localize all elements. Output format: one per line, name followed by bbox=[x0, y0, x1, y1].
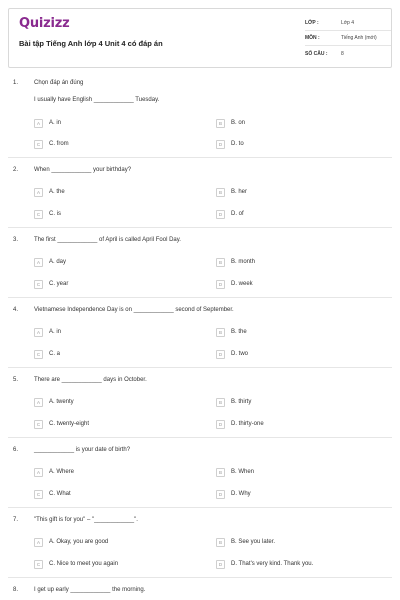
option-letter-box: D bbox=[216, 210, 225, 219]
option-a[interactable] bbox=[34, 327, 61, 337]
option-b[interactable] bbox=[216, 537, 275, 547]
option-c[interactable] bbox=[34, 419, 89, 429]
option-c[interactable] bbox=[34, 139, 69, 149]
question-text: ____________ is your date of birth? bbox=[34, 447, 131, 453]
option-text: B. month bbox=[231, 259, 256, 265]
option-text: A. in bbox=[49, 120, 62, 126]
worksheet-title: Bài tập Tiếng Anh lớp 4 Unit 4 có đáp án bbox=[19, 39, 163, 48]
question-number: 7. bbox=[13, 517, 19, 523]
question-number: 8. bbox=[13, 587, 19, 593]
option-a[interactable] bbox=[34, 397, 74, 407]
question-text: I get up early ____________ the morning. bbox=[34, 587, 146, 593]
question-sentence: I usually have English ____________ Tuesday. bbox=[34, 97, 160, 103]
meta-row-count bbox=[305, 46, 391, 61]
option-text: C. twenty-eight bbox=[49, 421, 90, 427]
option-b[interactable] bbox=[216, 397, 251, 407]
option-text: D. Why bbox=[231, 491, 251, 497]
option-letter-box: D bbox=[216, 490, 225, 499]
option-text: D. That's very kind. Thank you. bbox=[231, 561, 314, 567]
option-text: A. Where bbox=[49, 469, 75, 475]
option-text: C. What bbox=[49, 491, 71, 497]
option-b[interactable] bbox=[216, 118, 245, 128]
option-text: C. year bbox=[49, 281, 69, 287]
option-letter-box: D bbox=[216, 280, 225, 289]
option-text: A. the bbox=[49, 189, 65, 195]
quizizz-logo: Quizizz bbox=[19, 16, 70, 31]
option-letter-box: B bbox=[216, 328, 225, 337]
option-text: D. of bbox=[231, 211, 244, 217]
option-text: B. thirty bbox=[231, 399, 252, 405]
option-d[interactable] bbox=[216, 139, 244, 149]
question-text: Vietnamese Independence Day is on ____________ second of September. bbox=[34, 307, 234, 313]
option-letter-box: C bbox=[34, 210, 43, 219]
option-text: B. on bbox=[231, 120, 246, 126]
option-text: D. two bbox=[231, 351, 249, 357]
option-d[interactable] bbox=[216, 489, 251, 499]
question-divider bbox=[8, 507, 392, 508]
option-d[interactable] bbox=[216, 279, 253, 289]
option-d[interactable] bbox=[216, 349, 248, 359]
option-b[interactable] bbox=[216, 187, 247, 197]
option-c[interactable] bbox=[34, 209, 61, 219]
option-letter-box: A bbox=[34, 328, 43, 337]
option-letter-box: C bbox=[34, 280, 43, 289]
option-letter-box: B bbox=[216, 119, 225, 128]
question-divider bbox=[8, 577, 392, 578]
option-d[interactable] bbox=[216, 419, 264, 429]
option-letter-box: C bbox=[34, 140, 43, 149]
option-text: A. day bbox=[49, 259, 67, 265]
meta-label: MÔN : bbox=[305, 35, 320, 41]
worksheet-header bbox=[8, 8, 392, 68]
option-b[interactable] bbox=[216, 257, 255, 267]
question-number: 4. bbox=[13, 307, 19, 313]
option-c[interactable] bbox=[34, 559, 118, 569]
question-divider bbox=[8, 227, 392, 228]
question-number: 1. bbox=[13, 80, 19, 86]
worksheet-meta bbox=[305, 16, 391, 61]
option-c[interactable] bbox=[34, 279, 68, 289]
option-text: D. week bbox=[231, 281, 253, 287]
option-text: B. her bbox=[231, 189, 248, 195]
option-letter-box: A bbox=[34, 398, 43, 407]
meta-row-class bbox=[305, 16, 391, 31]
question-number: 2. bbox=[13, 167, 19, 173]
question-text: "This gift is for you" – "____________". bbox=[34, 517, 138, 523]
meta-value: 8 bbox=[341, 50, 344, 57]
option-letter-box: C bbox=[34, 420, 43, 429]
option-letter-box: D bbox=[216, 140, 225, 149]
option-b[interactable] bbox=[216, 327, 247, 337]
meta-value: Tiếng Anh (mới) bbox=[341, 35, 377, 41]
option-letter-box: C bbox=[34, 350, 43, 359]
option-text: A. twenty bbox=[49, 399, 74, 405]
option-letter-box: B bbox=[216, 258, 225, 267]
question-number: 3. bbox=[13, 237, 19, 243]
option-text: A. in bbox=[49, 329, 62, 335]
option-text: D. thirty-one bbox=[231, 421, 264, 427]
option-letter-box: A bbox=[34, 188, 43, 197]
option-text: B. When bbox=[231, 469, 255, 475]
option-letter-box: A bbox=[34, 258, 43, 267]
option-text: D. to bbox=[231, 141, 244, 147]
option-letter-box: C bbox=[34, 560, 43, 569]
question-text: When ____________ your birthday? bbox=[34, 167, 132, 173]
question-number: 6. bbox=[13, 447, 19, 453]
meta-label: SỐ CÂU : bbox=[305, 50, 328, 57]
option-letter-box: D bbox=[216, 420, 225, 429]
option-a[interactable] bbox=[34, 187, 65, 197]
option-letter-box: A bbox=[34, 468, 43, 477]
question-number: 5. bbox=[13, 377, 19, 383]
meta-label: LỚP : bbox=[305, 20, 319, 26]
option-c[interactable] bbox=[34, 349, 60, 359]
question-divider bbox=[8, 297, 392, 298]
option-b[interactable] bbox=[216, 467, 254, 477]
question-divider bbox=[8, 367, 392, 368]
option-letter-box: B bbox=[216, 398, 225, 407]
option-text: A. Okay, you are good bbox=[49, 539, 109, 545]
option-text: C. Nice to meet you again bbox=[49, 561, 119, 567]
option-a[interactable] bbox=[34, 467, 74, 477]
option-letter-box: D bbox=[216, 560, 225, 569]
option-letter-box: B bbox=[216, 538, 225, 547]
option-text: B. the bbox=[231, 329, 247, 335]
meta-row-subject bbox=[305, 31, 391, 46]
question-text: Chọn đáp án đúng bbox=[34, 80, 84, 86]
option-text: C. from bbox=[49, 141, 69, 147]
option-letter-box: D bbox=[216, 350, 225, 359]
option-a[interactable] bbox=[34, 537, 108, 547]
option-text: C. is bbox=[49, 211, 61, 217]
option-d[interactable] bbox=[216, 559, 313, 569]
option-letter-box: A bbox=[34, 119, 43, 128]
option-letter-box: B bbox=[216, 468, 225, 477]
option-text: C. a bbox=[49, 351, 61, 357]
option-letter-box: C bbox=[34, 490, 43, 499]
option-letter-box: B bbox=[216, 188, 225, 197]
question-divider bbox=[8, 437, 392, 438]
question-text: The first ____________ of April is called April Fool Day. bbox=[34, 237, 181, 243]
option-a[interactable] bbox=[34, 257, 66, 267]
option-d[interactable] bbox=[216, 209, 244, 219]
question-divider bbox=[8, 157, 392, 158]
option-a[interactable] bbox=[34, 118, 61, 128]
question-text: There are ____________ days in October. bbox=[34, 377, 147, 383]
option-text: B. See you later. bbox=[231, 539, 276, 545]
meta-value: Lớp 4 bbox=[341, 20, 355, 26]
option-c[interactable] bbox=[34, 489, 71, 499]
option-letter-box: A bbox=[34, 538, 43, 547]
